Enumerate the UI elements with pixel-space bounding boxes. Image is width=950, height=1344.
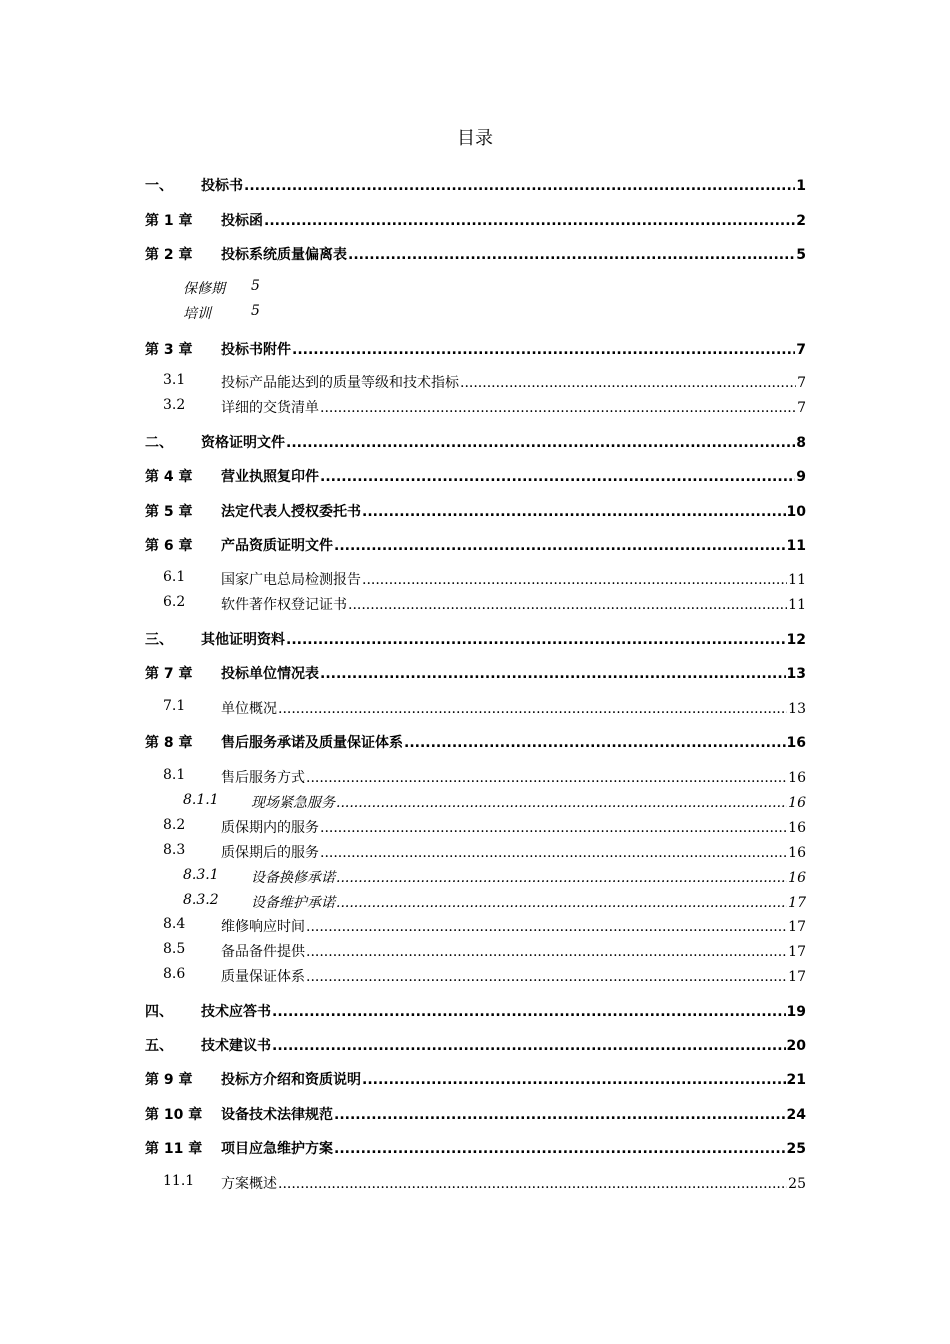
dot-leader (320, 666, 786, 682)
toc-title: 备品备件提供 (221, 944, 305, 960)
toc-page-number: 5 (251, 278, 260, 294)
toc-title: 投标函 (221, 213, 263, 229)
toc-title: 投标方介绍和资质说明 (221, 1072, 361, 1088)
dot-leader (334, 1141, 786, 1157)
toc-entry[interactable] (145, 1173, 806, 1193)
dot-leader (348, 247, 795, 263)
toc-number: 第 1 章 (145, 213, 193, 229)
toc-number: 第 10 章 (145, 1107, 203, 1123)
dot-leader (404, 735, 786, 751)
toc-entry[interactable] (145, 210, 806, 230)
dot-leader (362, 504, 786, 520)
toc-number: 第 11 章 (145, 1141, 203, 1157)
toc-title: 投标系统质量偏离表 (221, 247, 347, 263)
toc-number: 一、 (145, 178, 173, 194)
toc-number: 8.2 (163, 817, 186, 833)
toc-entry[interactable] (145, 535, 806, 555)
toc-page-number: 11 (788, 597, 806, 613)
toc-number: 8.1 (163, 767, 186, 783)
toc-title: 维修响应时间 (221, 919, 305, 935)
toc-number: 二、 (145, 435, 173, 451)
dot-leader (292, 342, 795, 358)
toc-title: 质保期内的服务 (221, 820, 319, 836)
toc-page-number: 12 (786, 632, 806, 648)
toc-number: 8.3.2 (183, 892, 219, 908)
toc-title: 详细的交货清单 (221, 400, 319, 416)
dot-leader (278, 1176, 787, 1192)
toc-page-number: 20 (786, 1038, 806, 1054)
toc-title: 培训 (183, 306, 211, 322)
toc-number: 6.2 (163, 594, 186, 610)
toc-entry[interactable] (145, 1069, 806, 1089)
toc-number: 第 5 章 (145, 504, 193, 520)
dot-leader (460, 375, 796, 391)
toc-page-number: 13 (788, 701, 806, 717)
toc-entry[interactable] (145, 629, 806, 649)
page-title: 目录 (457, 128, 493, 149)
toc-title: 设备技术法律规范 (221, 1107, 333, 1123)
toc-title: 投标产品能达到的质量等级和技术指标 (221, 375, 459, 391)
toc-number: 第 8 章 (145, 735, 193, 751)
toc-entry[interactable] (145, 339, 806, 359)
toc-number: 五、 (145, 1038, 173, 1054)
toc-number: 8.3 (163, 842, 186, 858)
toc-page-number: 16 (788, 770, 806, 786)
toc-entry[interactable] (145, 663, 806, 683)
toc-page-number: 7 (797, 400, 806, 416)
toc-title: 技术应答书 (201, 1004, 271, 1020)
toc-title: 资格证明文件 (201, 435, 285, 451)
dot-leader (272, 1004, 786, 1020)
dot-leader (286, 435, 795, 451)
toc-title: 营业执照复印件 (221, 469, 319, 485)
toc-number: 三、 (145, 632, 173, 648)
toc-entry[interactable] (145, 397, 806, 417)
toc-entry[interactable] (145, 892, 806, 912)
toc-page-number: 11 (786, 538, 806, 554)
toc-page-number: 1 (796, 178, 806, 194)
toc-entry[interactable] (145, 941, 806, 961)
toc-title: 售后服务承诺及质量保证体系 (221, 735, 403, 751)
toc-number: 第 7 章 (145, 666, 193, 682)
toc-page-number: 16 (786, 735, 806, 751)
toc-number: 3.2 (163, 397, 186, 413)
toc-number: 6.1 (163, 569, 186, 585)
toc-page-number: 16 (788, 820, 806, 836)
dot-leader (334, 538, 786, 554)
toc-entry[interactable] (145, 466, 806, 486)
toc-entry[interactable] (145, 244, 806, 264)
toc-entry[interactable] (145, 732, 806, 752)
toc-entry[interactable] (145, 594, 806, 614)
toc-title: 质量保证体系 (221, 969, 305, 985)
toc-title: 投标书 (201, 178, 243, 194)
dot-leader (320, 845, 787, 861)
toc-page-number: 16 (788, 795, 806, 811)
toc-page-number: 16 (788, 870, 806, 886)
toc-page-number: 19 (786, 1004, 806, 1020)
dot-leader (278, 701, 787, 717)
toc-entry[interactable] (145, 767, 806, 787)
toc-entry[interactable] (145, 501, 806, 521)
toc-entry[interactable] (145, 817, 806, 837)
dot-leader (306, 919, 787, 935)
toc-number: 7.1 (163, 698, 186, 714)
toc-number: 8.4 (163, 916, 186, 932)
toc-page-number: 9 (796, 469, 806, 485)
dot-leader (320, 820, 787, 836)
toc-entry[interactable] (145, 1104, 806, 1124)
toc-title: 法定代表人授权委托书 (221, 504, 361, 520)
toc-entry[interactable] (145, 792, 806, 812)
dot-leader (336, 870, 787, 886)
toc-page-number: 17 (788, 919, 806, 935)
toc-page-number: 11 (788, 572, 806, 588)
toc-page-number: 10 (786, 504, 806, 520)
toc-entry[interactable] (145, 1001, 806, 1021)
toc-number: 3.1 (163, 372, 186, 388)
toc-number: 8.1.1 (183, 792, 219, 808)
toc-number: 8.6 (163, 966, 186, 982)
dot-leader (306, 770, 787, 786)
toc-page-number: 2 (796, 213, 806, 229)
toc-page-number: 17 (788, 969, 806, 985)
toc-number: 第 4 章 (145, 469, 193, 485)
toc-page-number: 25 (786, 1141, 806, 1157)
toc-page-number: 16 (788, 845, 806, 861)
dot-leader (244, 178, 795, 194)
toc-entry[interactable] (145, 1035, 806, 1055)
dot-leader (348, 597, 787, 613)
toc-entry[interactable] (183, 278, 260, 298)
toc-page-number: 17 (788, 895, 806, 911)
toc-title: 售后服务方式 (221, 770, 305, 786)
toc-title: 产品资质证明文件 (221, 538, 333, 554)
dot-leader (320, 469, 795, 485)
toc-page-number: 8 (796, 435, 806, 451)
toc-entry[interactable] (183, 303, 260, 323)
toc-title: 设备维护承诺 (251, 895, 335, 911)
toc-number: 第 2 章 (145, 247, 193, 263)
toc-entry[interactable] (145, 842, 806, 862)
toc-entry[interactable] (145, 175, 806, 195)
toc-number: 8.3.1 (183, 867, 219, 883)
dot-leader (320, 400, 796, 416)
dot-leader (336, 795, 787, 811)
toc-number: 11.1 (163, 1173, 195, 1189)
dot-leader (306, 944, 787, 960)
toc-title: 软件著作权登记证书 (221, 597, 347, 613)
toc-number: 8.5 (163, 941, 186, 957)
toc-page-number: 24 (786, 1107, 806, 1123)
toc-title: 单位概况 (221, 701, 277, 717)
toc-number: 第 9 章 (145, 1072, 193, 1088)
toc-title: 其他证明资料 (201, 632, 285, 648)
toc-title: 现场紧急服务 (251, 795, 335, 811)
toc-entry[interactable] (145, 1138, 806, 1158)
toc-page-number: 5 (796, 247, 806, 263)
toc-page-number: 5 (251, 303, 260, 319)
toc-title: 投标单位情况表 (221, 666, 319, 682)
toc-title: 质保期后的服务 (221, 845, 319, 861)
toc-title: 方案概述 (221, 1176, 277, 1192)
toc-page-number: 7 (796, 342, 806, 358)
dot-leader (306, 969, 787, 985)
toc-page-number: 13 (786, 666, 806, 682)
toc-title: 项目应急维护方案 (221, 1141, 333, 1157)
toc-number: 第 3 章 (145, 342, 193, 358)
toc-entry[interactable] (145, 867, 806, 887)
toc-entry[interactable] (145, 698, 806, 718)
toc-entry[interactable] (145, 432, 806, 452)
toc-number: 四、 (145, 1004, 173, 1020)
toc-entry[interactable] (145, 372, 806, 392)
toc-page-number: 17 (788, 944, 806, 960)
toc-title: 设备换修承诺 (251, 870, 335, 886)
toc-title: 技术建议书 (201, 1038, 271, 1054)
dot-leader (362, 1072, 786, 1088)
toc-title: 投标书附件 (221, 342, 291, 358)
toc-page-number: 21 (786, 1072, 806, 1088)
dot-leader (362, 572, 787, 588)
dot-leader (336, 895, 787, 911)
toc-entry[interactable] (145, 569, 806, 589)
toc-title: 国家广电总局检测报告 (221, 572, 361, 588)
dot-leader (286, 632, 786, 648)
toc-title: 保修期 (183, 281, 225, 297)
toc-entry[interactable] (145, 916, 806, 936)
dot-leader (264, 213, 795, 229)
toc-page-number: 25 (788, 1176, 806, 1192)
toc-number: 第 6 章 (145, 538, 193, 554)
dot-leader (272, 1038, 786, 1054)
toc-page-number: 7 (797, 375, 806, 391)
toc-entry[interactable] (145, 966, 806, 986)
dot-leader (334, 1107, 786, 1123)
